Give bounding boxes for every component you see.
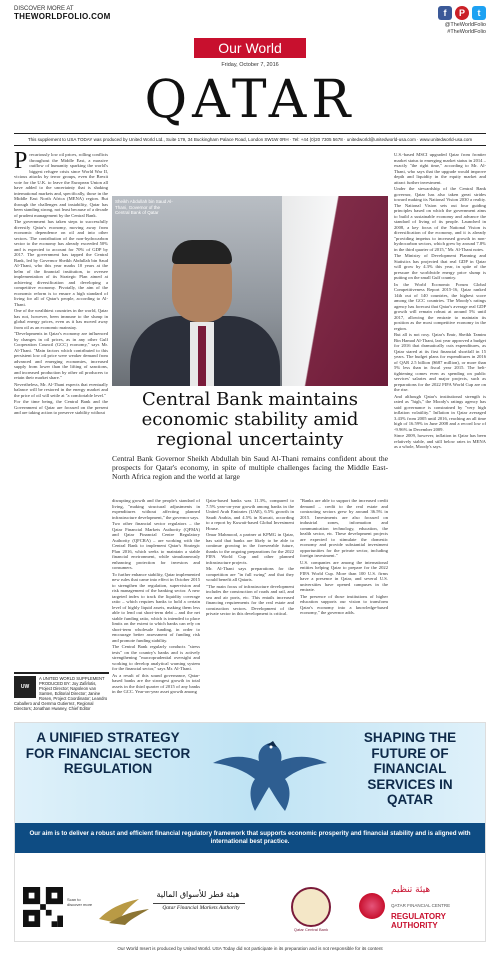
standfirst: Central Bank Governor Sheikh Abdullah bin Saud Al-Thani remains confident about the prospects for Qatar's economy, in spite of multiple challenges facing the Middle East-North Africa region and the world at large bbox=[112, 454, 388, 481]
social-icons bbox=[438, 6, 486, 20]
united-world-logo: UW bbox=[14, 676, 36, 698]
site-link[interactable]: THEWORLDFOLIO.COM bbox=[14, 12, 111, 21]
article-column-5 bbox=[394, 152, 486, 718]
paragraph: Two other financial sector regulators – the Qatar Financial Markets Authority (QFMA) and Qatar Financial Centre Regulatory Authority (QFCRA) – are working with the Central Bank to implement Qatar's Strategic Plan 2016, which seeks to maintain a stable financial environment, while simultaneously enhancing protection for investors and consumers. bbox=[112, 521, 200, 570]
discover-block bbox=[14, 6, 111, 21]
article-column-1 bbox=[14, 152, 108, 668]
qfcra-logo-icon bbox=[359, 893, 385, 919]
qatar-flag bbox=[282, 196, 388, 386]
paragraph: The presence of those institutions of higher education supports our vision to transform Qatar's economy into a knowledge-based economy," the governor adds. bbox=[300, 593, 388, 615]
headline: Central Bank maintains economic stability amid regional uncertainty bbox=[141, 389, 359, 450]
paragraph: One of the wealthiest countries in the world, Qatar has not, however, been immune to the slump in global energy prices, even as it has moved away from oil as an economic mainstay. bbox=[14, 308, 108, 330]
governor-photo bbox=[112, 196, 388, 386]
supplement-notice: This supplement to USA TODAY was produced by United World Ltd., Suite 179, 34 Buckingham Palace Road, London SW1W 0RH · Tel: +44 (0)20 7305 5678 · unitedworld@unitedworld-usa.com · www.unitedworld-usa.com bbox=[27, 137, 473, 142]
pinterest-icon[interactable]: P bbox=[455, 6, 469, 20]
paragraph: Qatar-based banks was 11.3%, compared to 7.5% year-on-year growth among banks in the United Arab Emirates (UAE), 6.5% growth in Saudi Arabia, and 4.5% in Kuwait, according to a report by Kuwait-based Global Investment House. bbox=[206, 498, 294, 531]
handle[interactable]: @TheWorldFolio bbox=[444, 22, 486, 28]
ad-left-headline: A UNIFIED STRATEGY FOR FINANCIAL SECTOR REGULATION bbox=[25, 730, 191, 776]
paragraph: To further enhance stability, Qatar implemented new rules that came into effect in October 2015 to strengthen the regulation, supervision and risk management of the banking sector. A new targeted index to track the liquidity coverage ratio – which requires banks to hold a certain level of highly liquid assets, making them less able to lend out short-term debt – and the net stable funding ratio, which is intended to place limits on the extent to which banks can rely on short-term wholesale funding, in order to encourage better assessment of funding risk and promote funding stability. bbox=[112, 571, 200, 643]
paragraph: Under the stewardship of the Central Bank governor, Qatar has also taken great strides toward making its National Vision 2030 a reality. The National Vision sets out four guiding principles based on which the government aims to build a sustainable economy and advance the standard of living of its people. Launched in 2008, a key focus of the National Vision is diversification of the economy, and it is already "providing impetus to increased growth in non-hydrocarbon sectors, which grew by around 7.8% in the third quarter of 2015," Mr. Al-Thani notes. bbox=[394, 186, 486, 252]
divider bbox=[14, 145, 486, 146]
paragraph: Nevertheless, Mr. Al-Thani expects that eventually balance will be restored in the energy market and the price of oil will settle at "a comfortable level." bbox=[14, 381, 108, 398]
section-banner: Our World bbox=[194, 38, 306, 58]
paragraph: In the World Economic Forum Global Competitiveness Report 2015-16, Qatar ranked 14th out of 140 countries, the highest score among the GCC countries. The Moody's ratings agency has forecast that Qatar's average real GDP growth will remain robust at around 5% until 2017, allowing the emirate to maintain its position as the most competitive economy in the region. bbox=[394, 281, 486, 331]
paragraph: recariously low oil prices, rolling conflicts throughout the Middle East, a massive outflow of humanity sparking the world's biggest refugee crisis since World War II, vicious attacks by terror groups, even the Brexit vote for the U.K. to leave the European Union all have added to the uncertainty that is shaking international markets and, specifically, those in the Middle East North Africa (MENA) region. But through the challenges and instability, Qatar has been standing strong, not least because of a decade of prudent management by the Central Bank. bbox=[14, 152, 108, 218]
page-title: QATAR bbox=[144, 70, 356, 130]
ad-mission-statement: Our aim is to deliver a robust and efficient financial regulatory framework that supports economic prosperity and financial stability and is aligned with international best practice. bbox=[15, 823, 485, 853]
qfcra-subtitle: QATAR FINANCIAL CENTRE bbox=[391, 903, 451, 908]
paragraph: disrupting growth and the people's standard of living, "making structural adjustments in expenditures without affecting planned infrastructure development," the governor says. bbox=[112, 498, 200, 520]
page-footer: Our World Insert is produced by United World. USA Today did not participate in its preparation and is not responsible for its content bbox=[117, 946, 383, 951]
qr-note: Scan to discover more bbox=[67, 897, 93, 907]
facebook-icon[interactable]: f bbox=[438, 6, 452, 20]
photo-caption: Sheikh Abdullah bin Saud Al-Thani, Governor of the Central Bank of Qatar bbox=[115, 199, 173, 215]
paragraph: Omar Mahmood, a partner at KPMG in Qatar, has said that banks are likely to be able to continue growing in the foreseeable future, thanks to the ongoing preparations for the 2022 FIFA World Cup and other planned infrastructure projects. bbox=[206, 532, 294, 565]
credits-box bbox=[14, 672, 109, 718]
paragraph: "Developments in Qatar's economy are influenced by changes in oil prices, as in any other Gulf Cooperation Council (GCC) economy," says Mr. Al-Thani. "Main factors which contributed to this persistent low oil price were weaker demand from advanced and emerging economies, increased supply from lower than the lifting of sanctions, and increased production by other oil producers to retain their market share." bbox=[14, 331, 108, 380]
qr-code-icon[interactable] bbox=[23, 887, 63, 927]
paragraph: "Banks are able to support the increased credit demand – credit to the real estate and contracting sectors grew by around 36.5% in 2015. Investments are also focused on industrial zones, information and communication technology, education, the health sector, etc. These development projects are expected to stimulate the domestic economy and provide substantial investment opportunities for the private sector, including foreign investment." bbox=[300, 498, 388, 558]
discover-label: DISCOVER MORE AT bbox=[14, 6, 74, 12]
paragraph: Mr. Al-Thani says preparations for the competition are "in full swing" and that they would benefit all Qataris. bbox=[206, 566, 294, 582]
ad-logos bbox=[15, 853, 485, 941]
paragraph: The government has taken steps to successfully diversify Qatar's economy, moving away from economic dependence on oil and into other sectors. The contribution of the non-hydrocarbon sector to the economy has already exceeded 50% and is expected to account for 70% of GDP by 2017. The government has tapped the Central Bank, led by Governor Sheikh Abdullah bin Saud Al-Thani, who this year marks 10 years at the helm of the financial institution, to oversee implementation of its Strategic Plan aimed at achieving diversification and developing a competitive economy. Pivotally, the aim of the economic reform is to ensure a high standard of living for all of Qatar's people, according to Al-Thani. bbox=[14, 219, 108, 307]
advertisement bbox=[14, 722, 486, 942]
qfcra-name: REGULATORY AUTHORITY bbox=[391, 912, 446, 930]
ad-right-headline: SHAPING THE FUTURE OF FINANCIAL SERVICES IN QATAR bbox=[363, 730, 457, 807]
paragraph: For the time being, the Central Bank and the Government of Qatar are focused on the present and are taking action to preserve stability without bbox=[14, 399, 108, 415]
article-column-4 bbox=[300, 498, 388, 718]
qfcra-arabic: هيئة تنظيم bbox=[391, 885, 431, 895]
article-column-2 bbox=[112, 498, 200, 718]
qatar-central-bank-seal-icon bbox=[291, 887, 331, 927]
paragraph: U.S.-based MSCI upgraded Qatar from frontier market status to emerging market status in 2014 – exactly "the right time," according to Mr. Al-Thani, who says that the upgrade would improve depth and liquidity in the equity market and attract further investment. bbox=[394, 152, 486, 185]
paragraph: As a result of this sound governance, Qatar-based banks are the strongest growth in total assets in the third quarter of 2015 of any banks in the GCC. Year-on-year asset growth among bbox=[112, 672, 200, 694]
twitter-icon[interactable]: t bbox=[472, 6, 486, 20]
drop-cap: P bbox=[14, 152, 28, 174]
credits-text: A UNITED WORLD SUPPLEMENT PRODUCED BY: Joy Zafirlotis, Project Director; Napoleon van Santen, Editorial Director; Janine Rosen, Project Coordinator; Leandro Caballero and Gemma Gutierrez, Regional Directors; Jonathan Hwaney, Chief Editor bbox=[14, 676, 108, 711]
qfma-arabic: هيئة قطر للأسواق المالية bbox=[156, 890, 240, 899]
article-column-3 bbox=[206, 498, 294, 718]
issue-date: Friday, October 7, 2016 bbox=[221, 62, 279, 68]
paragraph: But all is not rosy. Qatar's Emir, Sheikh Tamim Bin Hamad Al-Thani, last year approved a budget for 2016 that dramatically cuts expenditures, as Qatar stared at its first financial shortfall in 15 years. The budget plans for expenditures in 2016 of QAR 2.5 billion ($687 million), or more than 5% less than in fiscal year 2015. The belt-tightening comes even as spending on public services' salaries and major projects, such as preparations for the 2022 FIFA World Cup are on the rise. bbox=[394, 332, 486, 392]
paragraph: "The main focus of infrastructure development includes the construction of roads and rail, and sea and air ports, etc. This entails increased financing requirements for the real estate and construction sectors. Development of the private sector in this development is critical. bbox=[206, 583, 294, 616]
divider bbox=[14, 133, 486, 134]
qfma-name: Qatar Financial Markets Authority bbox=[162, 905, 240, 911]
paragraph: The Central Bank regularly conducts "stress tests" on the country's banks and is actively strengthening "macroprudential oversight and working to develop analytical warning system for the financial sector," says Mr. Al-Thani. bbox=[112, 644, 200, 671]
hashtag[interactable]: #TheWorldFolio bbox=[447, 29, 486, 35]
paragraph: And although Qatar's institutional strength is rated as "high," the Moody's ratings agency has said governance is constrained by "very high inflation volatility." Inflation in Qatar averaged 3.43% from 2005 until 2016, reaching an all time high of 16.59% in June 2008 and a record low of -9.96% in December 2009. bbox=[394, 393, 486, 432]
seal-label: Qatar Central Bank bbox=[293, 927, 329, 932]
paragraph: The Ministry of Development Planning and Statistics has projected that real GDP in Qatar will grow by 4.3% this year, in spite of the pressure the worldwide energy price slump is putting on the small Gulf country. bbox=[394, 253, 486, 280]
paragraph: U.S. companies are among the international entities helping Qatar to prepare for the 2022 FIFA World Cup. More than 100 U.S. firms have a presence in Qatar, and several U.S. universities have opened campuses in the emirate. bbox=[300, 559, 388, 592]
paragraph: Since 2009, however, inflation in Qatar has been relatively stable, and still below rates in MENA as a whole, Moody's says. bbox=[394, 433, 486, 449]
falcon-icon bbox=[205, 725, 335, 821]
